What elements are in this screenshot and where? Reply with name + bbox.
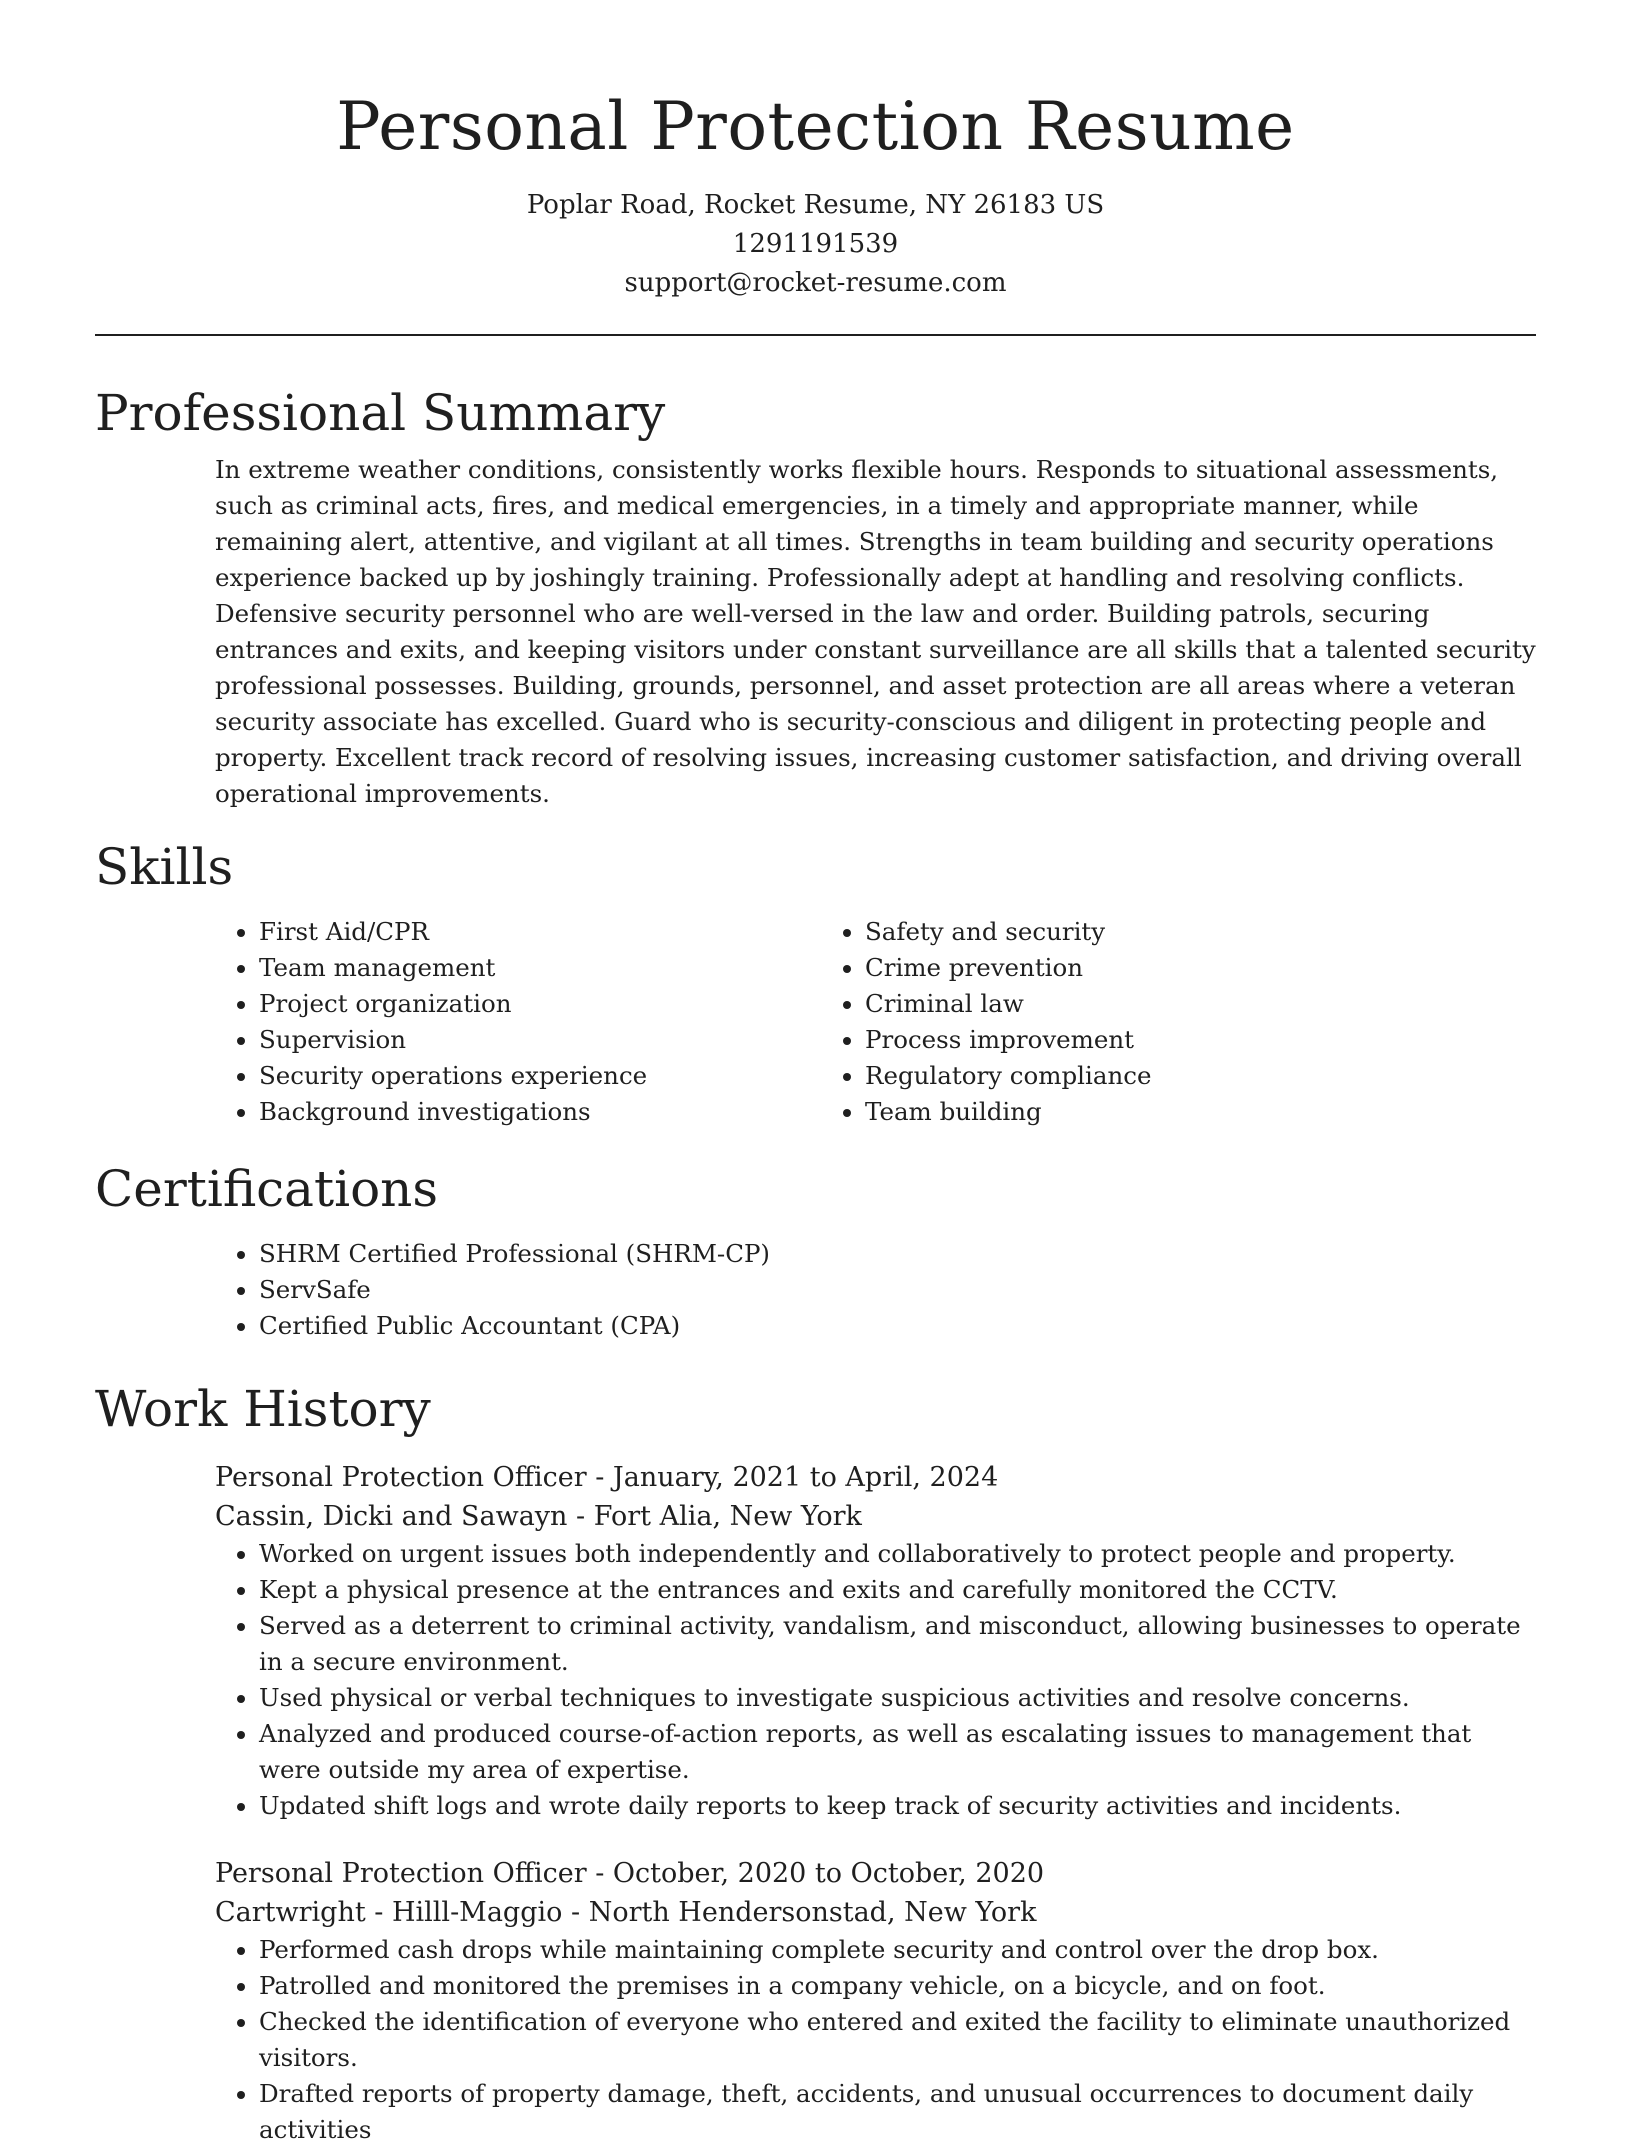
certification-item: • ServSafe — [259, 1272, 1536, 1308]
certification-item: • Certified Public Accountant (CPA) — [259, 1308, 1536, 1344]
skill-item: • Criminal law — [865, 986, 1536, 1022]
job-duty-item: • Served as a deterrent to criminal activity, vandalism, and misconduct, allowing businesses to operate in a secure environment. — [259, 1608, 1536, 1680]
separator: - — [586, 1462, 613, 1493]
skill-item: • Process improvement — [865, 1022, 1536, 1058]
certifications-block — [215, 1236, 1536, 1344]
job-location: Fort Alia, New York — [593, 1501, 862, 1532]
separator: - — [586, 1858, 613, 1889]
skill-item: • Security operations experience — [259, 1058, 821, 1094]
job-company-line — [215, 1893, 1536, 1932]
separator: - — [567, 1501, 594, 1532]
work-history-heading: Work History — [95, 1380, 431, 1438]
skills-list-right — [821, 914, 1536, 1130]
job-duty-item: • Worked on urgent issues both independently and collaboratively to protect people and property. — [259, 1536, 1536, 1572]
certifications-heading: Certifications — [95, 1160, 439, 1218]
skill-item: • Safety and security — [865, 914, 1536, 950]
skill-item: • Background investigations — [259, 1094, 821, 1130]
job-duty-item: • Kept a physical presence at the entrances and exits and carefully monitored the CCTV. — [259, 1572, 1536, 1608]
contact-phone: 1291191539 — [732, 229, 899, 259]
skill-item: • Regulatory compliance — [865, 1058, 1536, 1094]
job-entry — [215, 1854, 1536, 2148]
job-duty-item: • Performed cash drops while maintaining complete security and control over the drop box. — [259, 1932, 1536, 1968]
job-duty-item: • Patrolled and monitored the premises in a company vehicle, on a bicycle, and on foot. — [259, 1968, 1536, 2004]
skills-column-left — [215, 914, 821, 1130]
job-duty-item: • Checked the identification of everyone who entered and exited the facility to eliminate unauthorized visitors. — [259, 2004, 1536, 2076]
job-dates: October, 2020 to October, 2020 — [612, 1858, 1045, 1889]
job-role: Personal Protection Officer — [215, 1462, 587, 1493]
skills-columns — [215, 914, 1536, 1130]
skill-item: • First Aid/CPR — [259, 914, 821, 950]
resume-page — [95, 0, 1536, 2148]
skill-item: • Project organization — [259, 986, 821, 1022]
job-duty-item: • Drafted reports of property damage, theft, accidents, and unusual occurrences to document daily activities — [259, 2076, 1536, 2148]
job-role: Personal Protection Officer — [215, 1858, 587, 1889]
job-dates: January, 2021 to April, 2024 — [612, 1462, 999, 1493]
job-title-line — [215, 1854, 1536, 1893]
skill-item: • Crime prevention — [865, 950, 1536, 986]
contact-email: support@rocket-resume.com — [624, 268, 1007, 298]
skills-column-right — [821, 914, 1536, 1130]
resume-title: Personal Protection Resume — [336, 88, 1295, 165]
summary-text: In extreme weather conditions, consistently works flexible hours. Responds to situational assessments, such as criminal acts, fires, and medical emergencies, in a timely and appropriate manner, while remaining alert, attentive, and vigilant at all times. Strengths in team building and security operations experience backed up by joshingly training. Professionally adept at handling and resolving conflicts. Defensive security personnel who are well-versed in the law and order. Building patrols, securing entrances and exits, and keeping visitors under constant surveillance are all skills that a talented security professional possesses. Building, grounds, personnel, and asset protection are all areas where a veteran security associate has excelled. Guard who is security-conscious and diligent in protecting people and property. Excellent track record of resolving issues, increasing customer satisfaction, and driving overall operational improvements. — [215, 455, 1536, 808]
job-duties-list — [215, 1932, 1536, 2148]
job-duty-item: • Analyzed and produced course-of-action reports, as well as escalating issues to management that were outside my area of expertise. — [259, 1716, 1536, 1788]
contact-block — [95, 186, 1536, 303]
certifications-list — [215, 1236, 1536, 1344]
summary-heading: Professional Summary — [95, 384, 666, 442]
job-company-line — [215, 1497, 1536, 1536]
job-company: Cassin, Dicki and Sawayn — [215, 1501, 568, 1532]
certification-item: • SHRM Certified Professional (SHRM-CP) — [259, 1236, 1536, 1272]
resume-header — [95, 0, 1536, 303]
skills-list-left — [215, 914, 821, 1130]
separator: - — [562, 1897, 589, 1928]
skill-item: • Supervision — [259, 1022, 821, 1058]
skills-heading: Skills — [95, 838, 234, 896]
job-entry — [215, 1458, 1536, 1824]
job-duty-item: • Updated shift logs and wrote daily reports to keep track of security activities and incidents. — [259, 1788, 1536, 1824]
job-title-line — [215, 1458, 1536, 1497]
skill-item: • Team building — [865, 1094, 1536, 1130]
job-duty-item: • Used physical or verbal techniques to investigate suspicious activities and resolve concerns. — [259, 1680, 1536, 1716]
skill-item: • Team management — [259, 950, 821, 986]
contact-address: Poplar Road, Rocket Resume, NY 26183 US — [526, 190, 1105, 220]
header-divider — [95, 334, 1536, 336]
job-company: Cartwright - Hilll-Maggio — [215, 1897, 563, 1928]
job-location: North Hendersonstad, New York — [588, 1897, 1037, 1928]
job-duties-list — [215, 1536, 1536, 1824]
